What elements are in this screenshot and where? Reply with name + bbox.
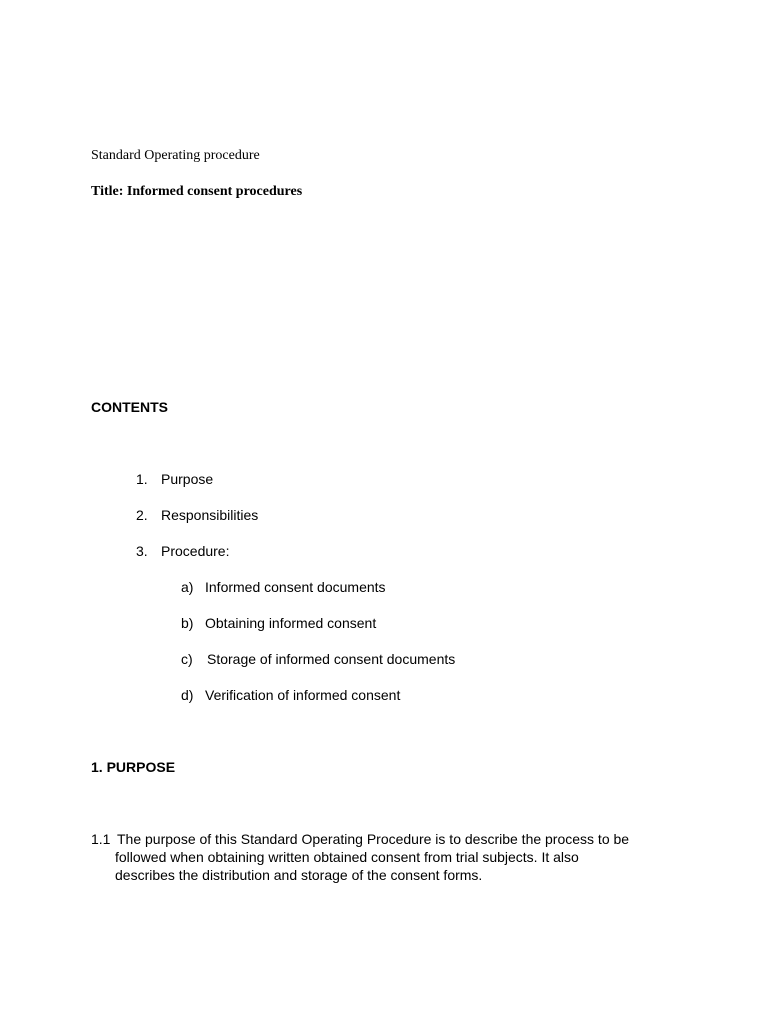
list-marker: 1. [136, 471, 148, 487]
list-item-label: Responsibilities [161, 507, 259, 523]
list-marker: 2. [136, 507, 148, 523]
contents-heading: CONTENTS [91, 399, 168, 415]
list-item-label: Procedure: [161, 543, 230, 559]
list-item-label: Storage of informed consent documents [207, 651, 456, 667]
list-item-label: Informed consent documents [205, 579, 386, 595]
list-marker: d) [181, 687, 194, 703]
list-marker: c) [181, 651, 193, 667]
paragraph-number: 1.1 [91, 831, 111, 847]
list-item-label: Verification of informed consent [205, 687, 401, 703]
list-marker: b) [181, 615, 194, 631]
list-item-label: Obtaining informed consent [205, 615, 377, 631]
paragraph-line: describes the distribution and storage of the consent forms. [115, 867, 483, 883]
list-marker: a) [181, 579, 194, 595]
purpose-heading: 1. PURPOSE [91, 759, 176, 775]
document-type-label: Standard Operating procedure [91, 148, 260, 163]
paragraph-line: The purpose of this Standard Operating Procedure is to describe the process to be [117, 831, 630, 847]
list-marker: 3. [136, 543, 148, 559]
paragraph-line: followed when obtaining written obtained consent from trial subjects. It also [115, 849, 579, 865]
document-title: Title: Informed consent procedures [91, 184, 303, 199]
list-item-label: Purpose [161, 471, 214, 487]
